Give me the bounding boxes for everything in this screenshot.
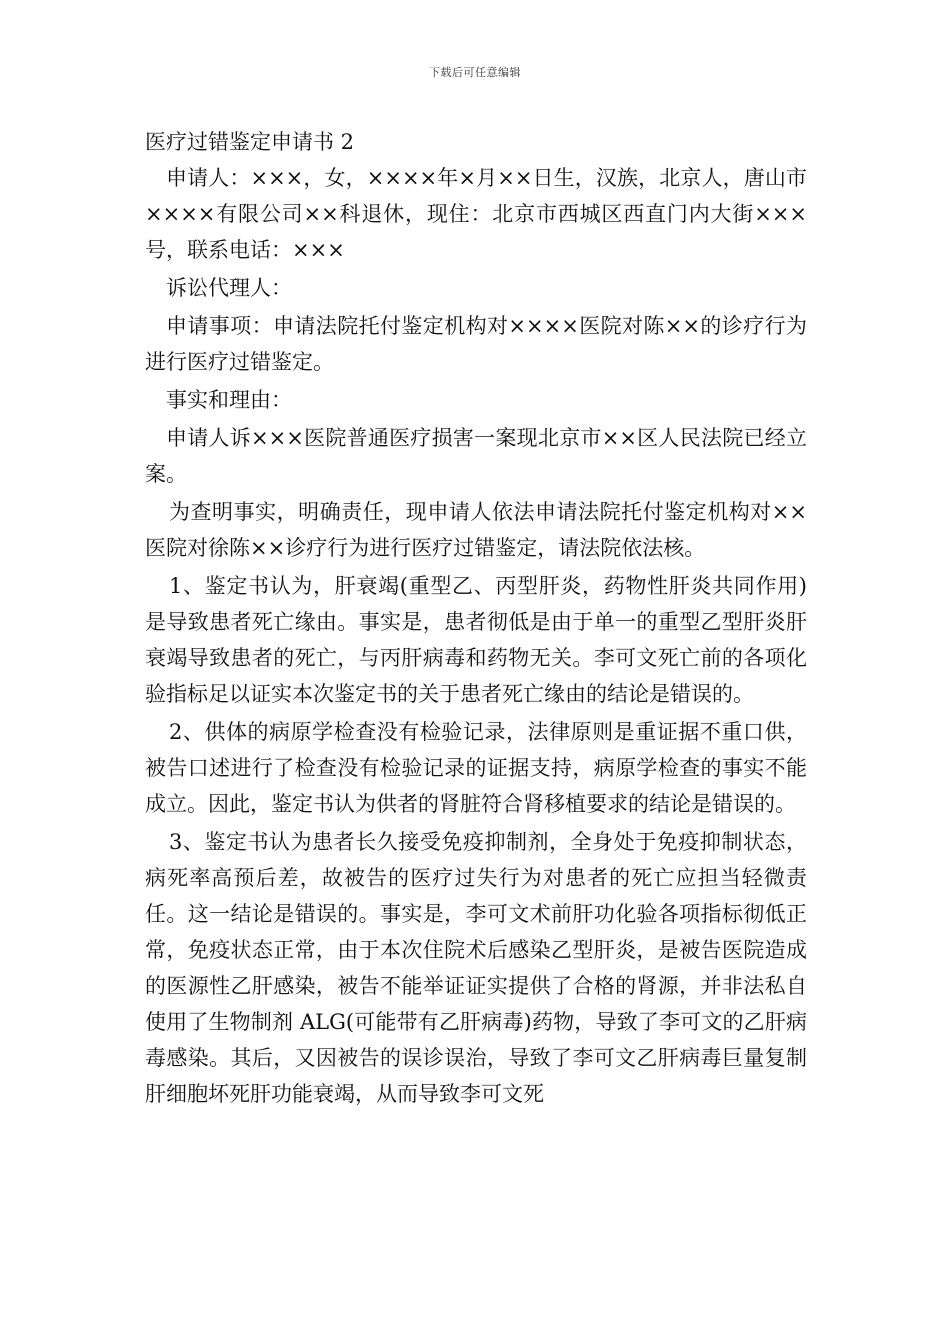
paragraph-agent: 诉讼代理人：	[166, 276, 292, 300]
paragraph-point-2: 2、供体的病原学检查没有检验记录，法律原则是重证据不重口供，被告口述进行了检查没有检验记录的证据支持，病原学检查的事实不能成立。因此，鉴定书认为供者的肾脏符合肾移植要求的结论是错误的。	[145, 720, 807, 816]
paragraph-case: 申请人诉×××医院普通医疗损害一案现北京市××区人民法院已经立案。	[145, 426, 807, 486]
paragraph-applicant: 申请人：×××，女，××××年×月××日生，汉族，北京人，唐山市××××有限公司××科退休，现住：北京市西城区西直门内大街×××号，联系电话：×××	[145, 166, 807, 262]
paragraph-purpose: 为查明事实，明确责任，现申请人依法申请法院托付鉴定机构对××医院对徐陈××诊疗行为进行医疗过错鉴定，请法院依法核。	[145, 500, 807, 560]
paragraph-point-1: 1、鉴定书认为，肝衰竭(重型乙、丙型肝炎，药物性肝炎共同作用)是导致患者死亡缘由。事实是，患者彻低是由于单一的重型乙型肝炎肝衰竭导致患者的死亡，与丙肝病毒和药物无关。李可文死亡前的各项化验指标足以证实本次鉴定书的关于患者死亡缘由的结论是错误的。	[145, 574, 807, 706]
paragraph-request: 申请事项：申请法院托付鉴定机构对××××医院对陈××的诊疗行为进行医疗过错鉴定。	[145, 314, 807, 374]
page-header-note: 下载后可任意编辑	[429, 66, 521, 79]
paragraph-point-3: 3、鉴定书认为患者长久接受免疫抑制剂，全身处于免疫抑制状态，病死率高预后差，故被告的医疗过失行为对患者的死亡应担当轻微责任。这一结论是错误的。事实是，李可文术前肝功化验各项指标彻低正常，免疫状态正常，由于本次住院术后感染乙型肝炎，是被告医院造成的医源性乙肝感染，被告不能举证证实提供了合格的肾源，并非法私自使用了生物制剂 ALG(可能带有乙肝病毒)药物，导致了李可文的乙肝病毒感染。其后，又因被告的误诊误治，导致了李可文乙肝病毒巨量复制肝细胞坏死肝功能衰竭，从而导致李可文死	[145, 830, 807, 1106]
paragraph-facts-heading: 事实和理由：	[166, 388, 292, 412]
document-body	[145, 124, 807, 1112]
document-title: 医疗过错鉴定申请书 2	[145, 130, 355, 154]
